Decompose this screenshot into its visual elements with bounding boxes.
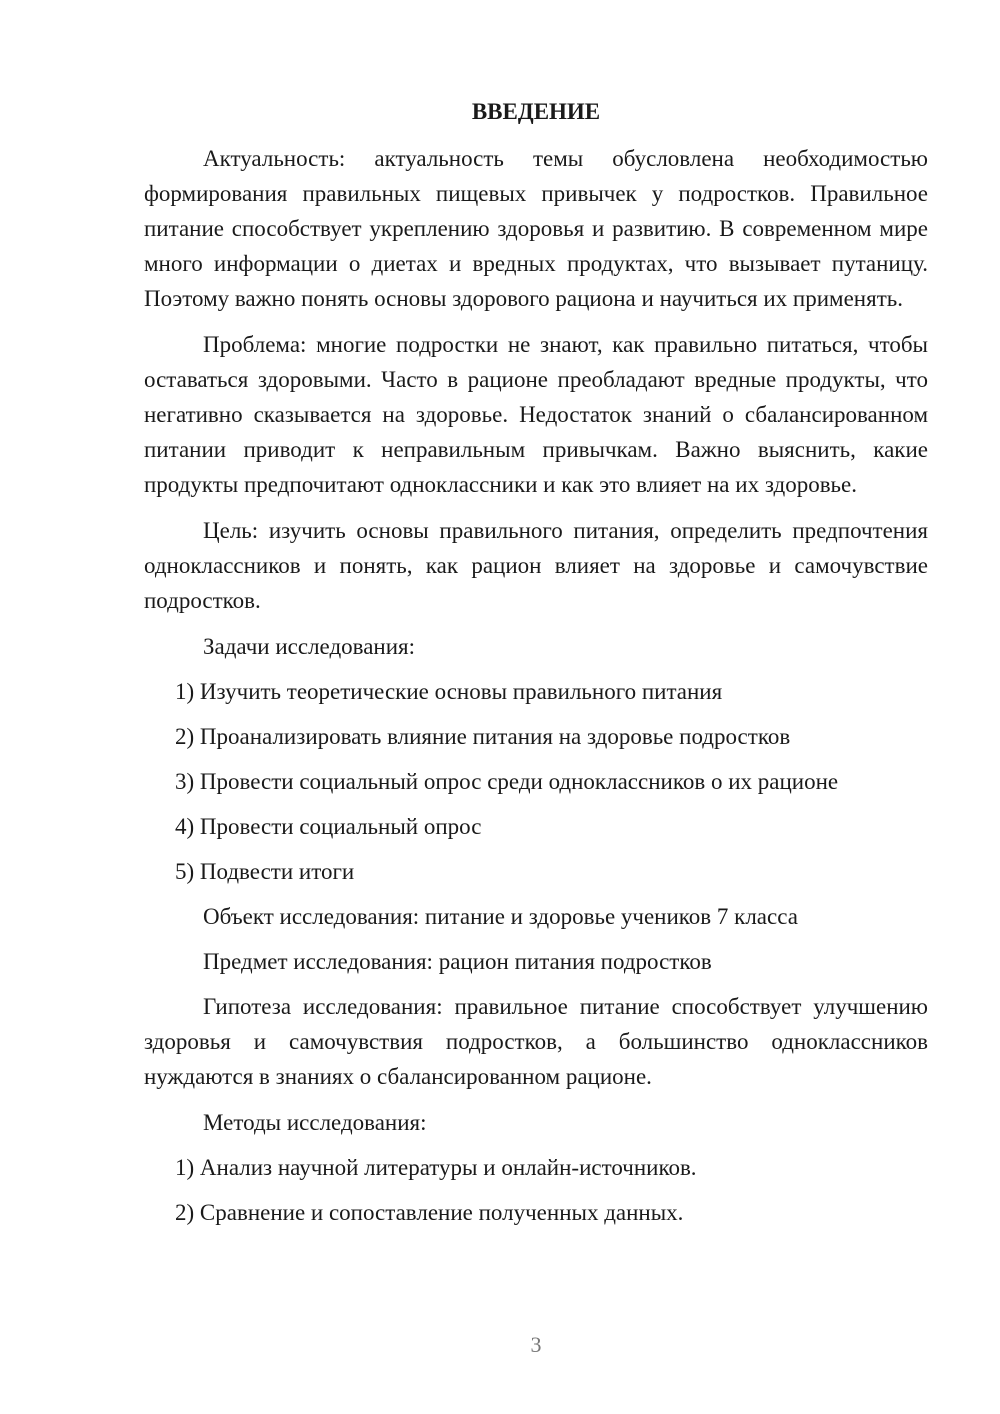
method-item-2: 2) Сравнение и сопоставление полученных данных.	[175, 1200, 684, 1225]
hypothesis-paragraph: Гипотеза исследования: правильное питание способствует улучшению здоровья и самочувствия подростков, а большинство одноклассников нуждаются в знаниях о сбалансированном рационе.	[144, 994, 928, 1089]
research-subject: Предмет исследования: рацион питания подростков	[203, 949, 712, 974]
problem-paragraph: Проблема: многие подростки не знают, как правильно питаться, чтобы оставаться здоровыми. Часто в рационе преобладают вредные продукты, что негативно сказывается на здоровье. Недостаток знаний о сбалансированном питании приводит к неправильным привычкам. Важно выяснить, какие продукты предпочитают одноклассники и как это влияет на их здоровье.	[144, 332, 928, 497]
task-item-5: 5) Подвести итоги	[175, 859, 355, 884]
goal-paragraph: Цель: изучить основы правильного питания, определить предпочтения одноклассников и понять, как рацион влияет на здоровье и самочувствие подростков.	[144, 518, 928, 613]
page-number: 3	[530, 1332, 542, 1357]
page-content	[144, 94, 928, 1240]
tasks-heading: Задачи исследования:	[203, 634, 416, 659]
research-object: Объект исследования: питание и здоровье учеников 7 класса	[203, 904, 798, 929]
task-item-3: 3) Провести социальный опрос среди одноклассников о их рационе	[175, 769, 839, 794]
task-item-2: 2) Проанализировать влияние питания на здоровье подростков	[175, 724, 791, 749]
task-item-4: 4) Провести социальный опрос	[175, 814, 482, 839]
relevance-paragraph: Актуальность: актуальность темы обусловлена необходимостью формирования правильных пищевых привычек у подростков. Правильное питание способствует укреплению здоровья и развитию. В современном мире много информации о диетах и вредных продуктах, что вызывает путаницу. Поэтому важно понять основы здорового рациона и научиться их применять.	[144, 146, 928, 311]
task-item-1: 1) Изучить теоретические основы правильного питания	[175, 679, 723, 704]
page-title: ВВЕДЕНИЕ	[471, 99, 601, 124]
methods-heading: Методы исследования:	[203, 1110, 427, 1135]
method-item-1: 1) Анализ научной литературы и онлайн-источников.	[175, 1155, 697, 1180]
